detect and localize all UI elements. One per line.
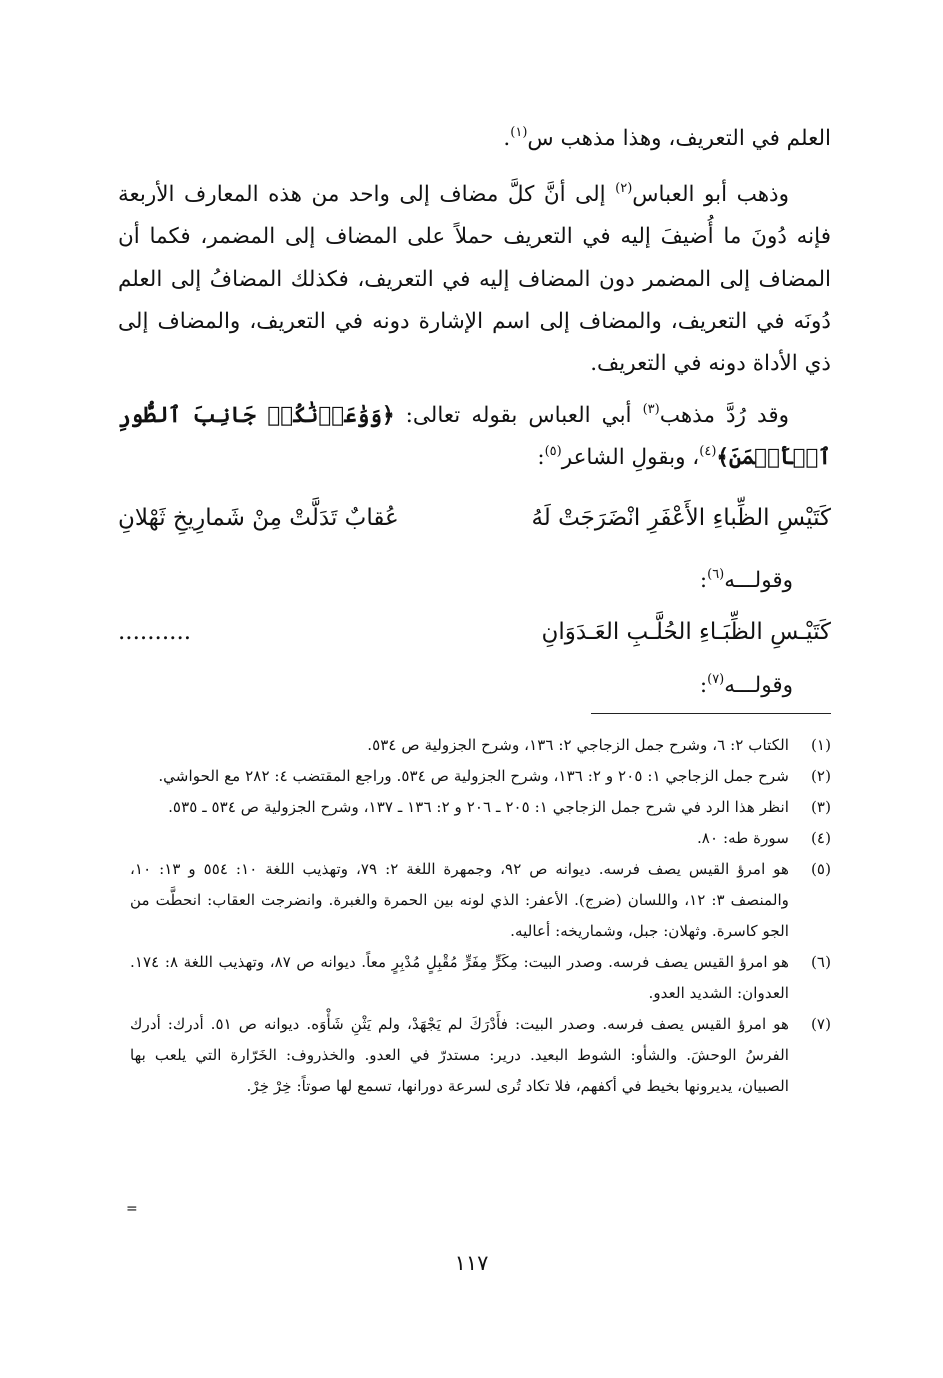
footnotes — [130, 730, 831, 1102]
paragraph-3 — [118, 395, 831, 479]
main-text — [118, 118, 831, 480]
verse-2 — [118, 612, 831, 652]
footnote-separator — [591, 713, 831, 714]
paragraph-3-text-b: أبي العباس بقوله تعالى: — [394, 403, 643, 429]
verse-2-ellipsis: .......... — [118, 619, 192, 645]
footnote-text: هو امرؤ القيس يصف فرسه. وصدر البيت: فأَدْرَكَ لم يَجْهَدْ، ولم يَثْنِ شَأْوَه. ديوانه ص ٥١. أدرك: أدرك الفرسُ الوحشَ. والشأو: الشوط البعيد. درير: مستدرّ في العدو. والخذروف: الخَرّارة التي يلعب بها الصبيان، يديرونها بخيط في أكفهم، فلا تكاد تُرى لسرعة دورانها، تسمع لها صوتاً: خِرْ خِرْ. — [130, 1015, 789, 1095]
page-number: ١١٧ — [454, 1251, 489, 1275]
paragraph-2 — [118, 174, 831, 385]
verse-1-second-hemistich: عُقابٌ تَدَلَّتْ مِنْ شَمارِيخِ ثَهْلانِ — [118, 505, 399, 531]
footnote-number: (٧) — [810, 1015, 831, 1033]
footnote-6 — [130, 947, 831, 1009]
verse-2-first-hemistich: كَتَيْـسِ الظِّبَـاءِ الحُلَّـبِ العَـدَوَانِ — [541, 619, 831, 645]
paragraph-3-text-d: : — [537, 445, 545, 471]
footnote-ref-6: (٦) — [707, 567, 725, 582]
and-his-saying-1 — [700, 561, 793, 601]
footnote-ref-3: (٣) — [642, 402, 660, 418]
footnote-ref-1: (١) — [510, 125, 528, 140]
footnote-4 — [130, 823, 831, 854]
quran-quote: ﴿وَوَٰعَدۡنَٰكُمۡ جَانِبَ ٱلطُّورِ ٱلۡأَيۡمَنَ﴾ — [118, 403, 831, 471]
footnote-text: هو امرؤ القيس يصف فرسه. وصدر البيت: مِكَرٍّ مِفَرٍّ مُقْبِلٍ مُدْبِرٍ معاً. ديوانه ص ٨٧، وتهذيب اللغة ٨: ١٧٤. العدوان: الشديد العدو. — [130, 953, 789, 1002]
footnote-ref-4: (٤) — [699, 444, 717, 460]
footnote-3 — [130, 792, 831, 823]
footnote-5 — [130, 854, 831, 947]
footnote-number: (٤) — [810, 829, 831, 847]
saying-1-text: وقولـــه — [724, 568, 793, 593]
verse-1-first-hemistich: كَتَيْسِ الظِّباءِ الأَعْفَرِ انْضَرَجَتْ لَهُ — [531, 505, 831, 531]
verse-1 — [118, 498, 831, 538]
paragraph-1 — [118, 118, 831, 160]
footnote-text: الكتاب ٢: ٦، وشرح جمل الزجاجي ٢: ١٣٦، وشرح الجزولية ص ٥٣٤. — [367, 736, 789, 754]
and-his-saying-2 — [700, 666, 793, 706]
saying-1-colon: : — [699, 568, 708, 593]
footnote-text: شرح جمل الزجاجي ١: ٢٠٥ و ٢: ١٣٦، وشرح الجزولية ص ٥٣٤. وراجع المقتضب ٤: ٢٨٢ مع الحواشي. — [158, 767, 789, 785]
saying-2-colon: : — [699, 673, 708, 698]
footnote-number: (٢) — [810, 767, 831, 785]
footnote-7 — [130, 1009, 831, 1102]
paragraph-3-text-c: ، وبقولِ الشاعر — [561, 445, 700, 471]
paragraph-2-text-a: وذهب أبو العباس — [632, 182, 789, 208]
footnote-1 — [130, 730, 831, 761]
footnote-ref-2: (٢) — [615, 181, 633, 197]
paragraph-1-end: . — [503, 126, 511, 151]
footnote-text: انظر هذا الرد في شرح جمل الزجاجي ١: ٢٠٥ ـ ٢٠٦ و ٢: ١٣٦ ـ ١٣٧، وشرح الجزولية ص ٥٣٤ ـ ٥٣٥. — [168, 798, 789, 816]
paragraph-2-text-b: إلى أنَّ كلَّ مضاف إلى واحد من هذه المعارف الأربعة فإنه دُونَ ما أُضيفَ إليه في التعريف حملاً على المضاف إلى المضمر، فكما أن المضاف إلى المضمر دون المضاف إليه في التعريف، فكذلك المضافُ إلى العلم دُونَه في التعريف، والمضاف إلى اسم الإشارة دونه في التعريف، والمضاف إلى ذي الأداة دونه في التعريف. — [118, 182, 831, 377]
paragraph-3-text-a: وقد رُدَّ مذهب — [659, 403, 789, 429]
paragraph-1-text: العلم في التعريف، وهذا مذهب س — [527, 126, 831, 151]
footnote-ref-5: (٥) — [544, 444, 562, 460]
saying-2-text: وقولـــه — [724, 673, 793, 698]
footnote-number: (١) — [810, 736, 831, 754]
footnote-number: (٥) — [810, 860, 831, 878]
continuation-mark: = — [126, 1201, 138, 1217]
footnote-number: (٦) — [810, 953, 831, 971]
footnote-number: (٣) — [810, 798, 831, 816]
footnote-ref-7: (٧) — [707, 672, 725, 687]
footnote-text: هو امرؤ القيس يصف فرسه. ديوانه ص ٩٢، وجمهرة اللغة ٢: ٧٩، وتهذيب اللغة ١٠: ٥٥٤ و ١٣: ١٠، والمنصف ٣: ١٢، واللسان (ضرج). الأعفر: الذي لونه بين الحمرة والغبرة. وانضرجت العقاب: انحطَّت من الجو كاسرة. وثهلان: جبل، وشماريخه: أعاليه. — [130, 860, 790, 940]
footnote-2 — [130, 761, 831, 792]
footnote-text: سورة طه: ٨٠. — [696, 829, 789, 847]
